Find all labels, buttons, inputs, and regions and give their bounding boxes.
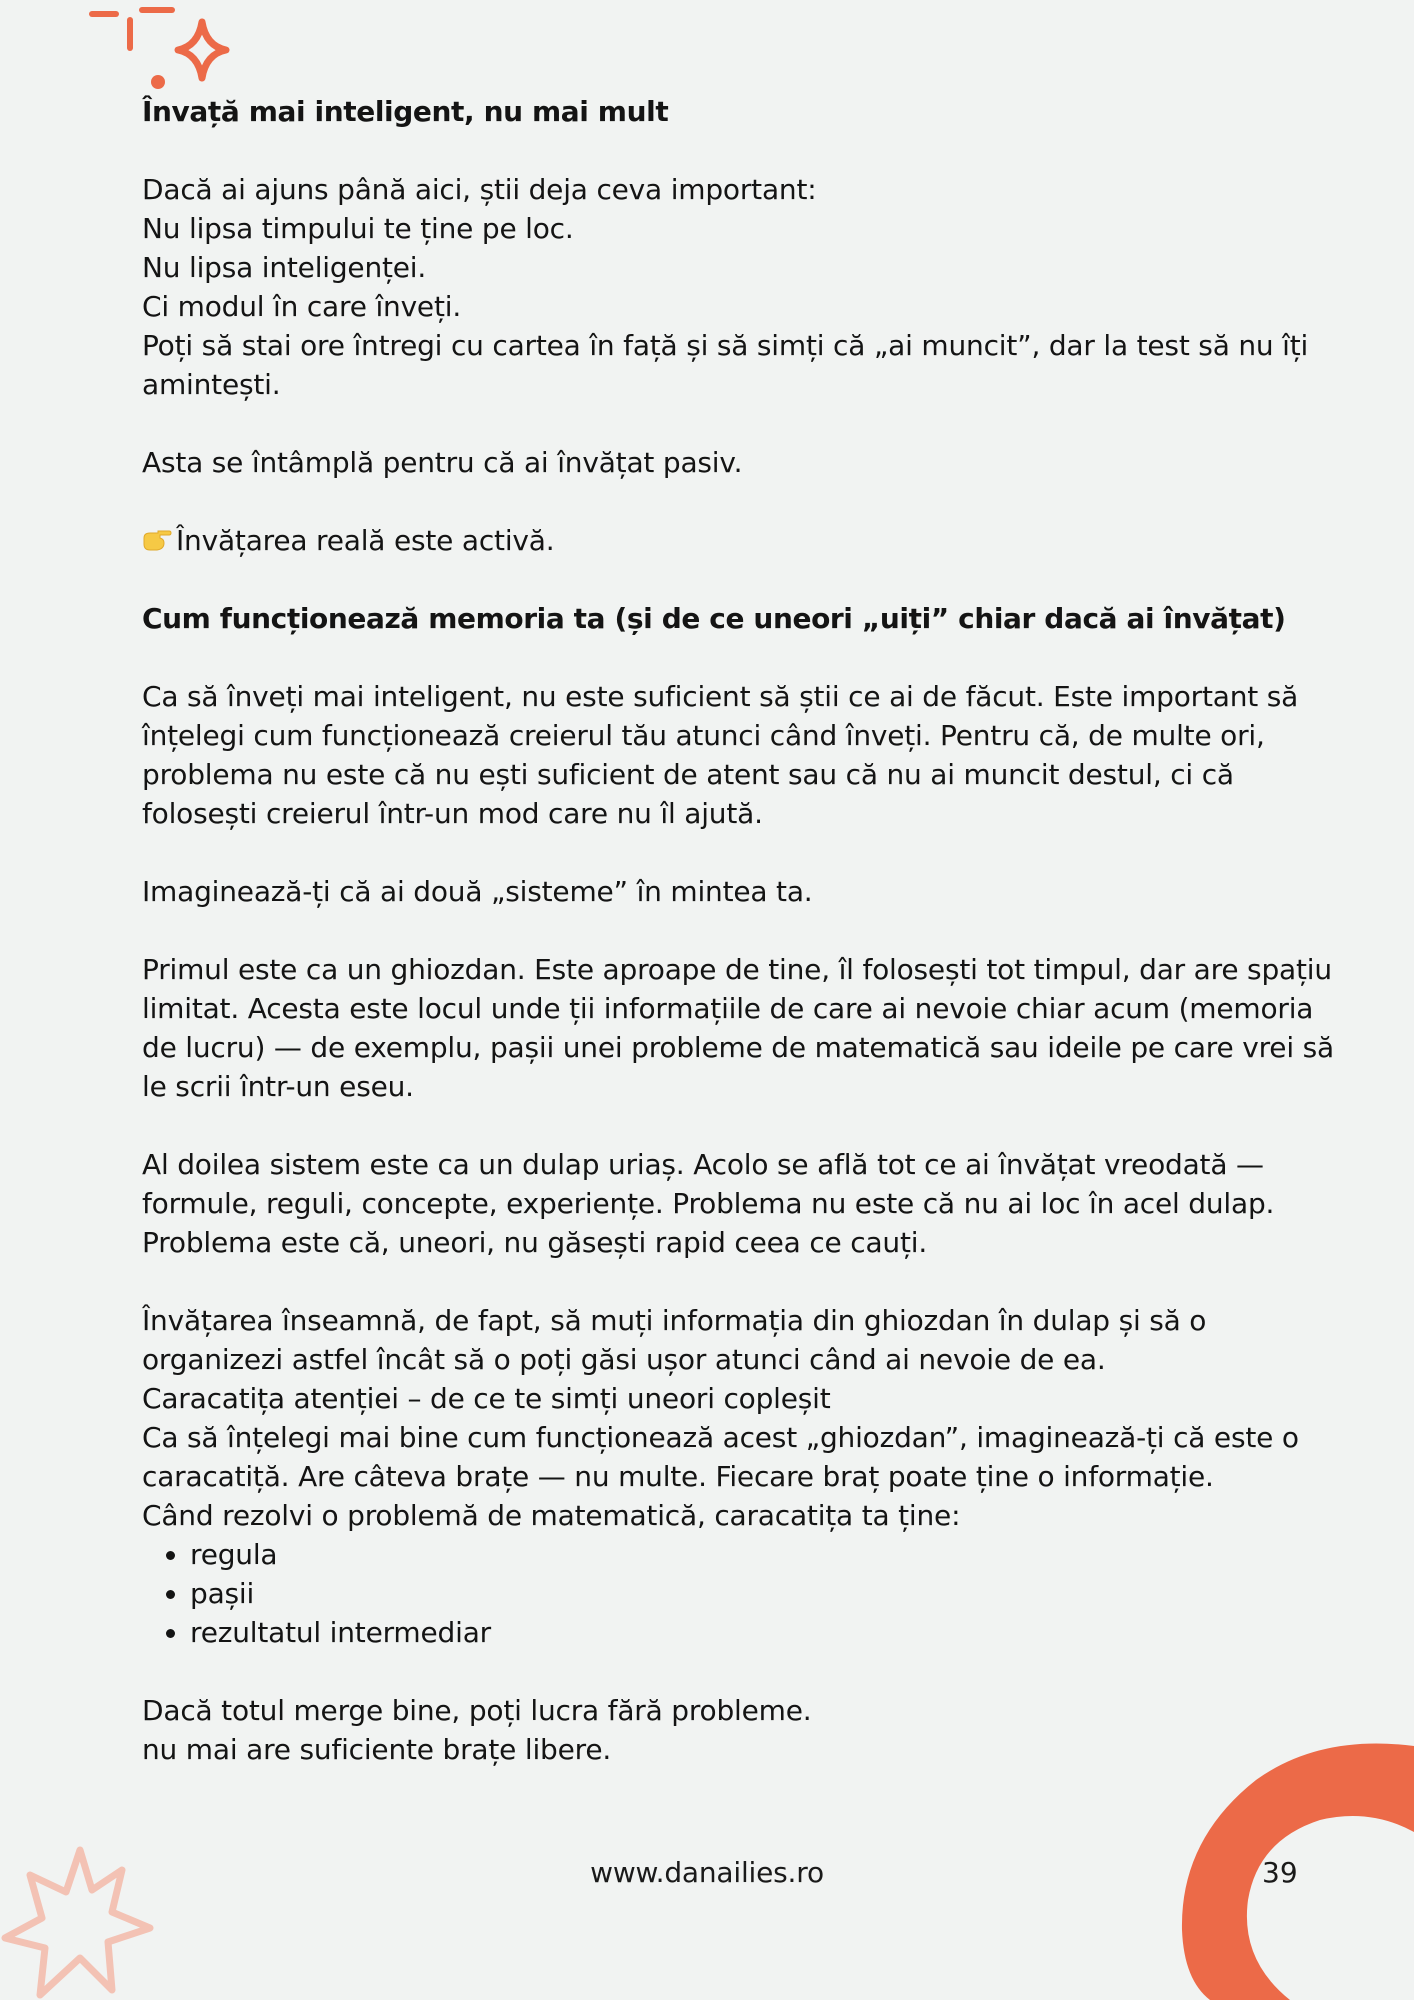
closing-line: Dacă totul merge bine, poți lucra fără probleme. [142,1694,812,1727]
pointing-hand-icon [142,530,172,552]
paragraph: Ca să înveți mai inteligent, nu este suficient să știi ce ai de făcut. Este important să înțelegi cum funcționează creierul tău atunci când înveți. Pentru că, de multe ori, problema nu este că nu ești suficient de atent sau că nu ai muncit destul, ci că folosești creierul într-un mod care nu îl ajută. [142,680,1299,830]
section-heading: Cum funcționează memoria ta (și de ce uneori „uiți” chiar dacă ai învățat) [142,602,1286,635]
page-content [142,92,1352,1769]
footer-url[interactable]: www.danailies.ro [590,1856,824,1889]
list-item: • pașii [190,1574,1352,1613]
intro-line: Ci modul în care înveți. [142,290,462,323]
paragraph-line: Ca să înțelegi mai bine cum funcționează acest „ghiozdan”, imaginează-ți că este o caracatiță. Are câteva brațe — nu multe. Fiecare braț poate ține o informație. [142,1421,1299,1493]
bullet-list [142,1535,1352,1652]
passive-learning-text: Asta se întâmplă pentru că ai învățat pasiv. [142,446,743,479]
intro-line: Dacă ai ajuns până aici, știi deja ceva important: [142,173,817,206]
page-number: 39 [1262,1856,1298,1889]
list-item: • regula [190,1535,1352,1574]
intro-line: Poți să stai ore întregi cu cartea în față și să simți că „ai muncit”, dar la test să nu îți amintești. [142,329,1309,401]
intro-line: Nu lipsa inteligenței. [142,251,427,284]
paragraph: Primul este ca un ghiozdan. Este aproape de tine, îl folosești tot timpul, dar are spațiu limitat. Acesta este locul unde ții informațiile de care ai nevoie chiar acum (memoria de lucru) — de exemplu, pașii unei probleme de matematică sau ideile pe care vrei să le scrii într-un eseu. [142,953,1334,1103]
paragraph: Al doilea sistem este ca un dulap uriaș. Acolo se află tot ce ai învățat vreodată — formule, reguli, concepte, experiențe. Problema nu este că nu ai loc în acel dulap. Problema este că, uneori, nu găsești rapid ceea ce cauți. [142,1148,1275,1259]
paragraph-line: Învățarea înseamnă, de fapt, să muți informația din ghiozdan în dulap și să o organizezi astfel încât să o poți găsi ușor atunci când ai nevoie de ea. [142,1304,1207,1376]
sparkle-icon [84,0,234,95]
list-item: • rezultatul intermediar [190,1613,1352,1652]
closing-line: nu mai are suficiente brațe libere. [142,1733,612,1766]
subheading-line: Caracatița atenției – de ce te simți uneori copleșit [142,1382,831,1415]
paragraph-line: Când rezolvi o problemă de matematică, caracatița ta ține: [142,1499,961,1532]
callout [142,521,1352,560]
page-title: Învață mai inteligent, nu mai mult [142,95,669,128]
callout-text: Învățarea reală este activă. [176,524,555,557]
paragraph: Imaginează-ți că ai două „sisteme” în mintea ta. [142,875,813,908]
intro-line: Nu lipsa timpului te ține pe loc. [142,212,574,245]
